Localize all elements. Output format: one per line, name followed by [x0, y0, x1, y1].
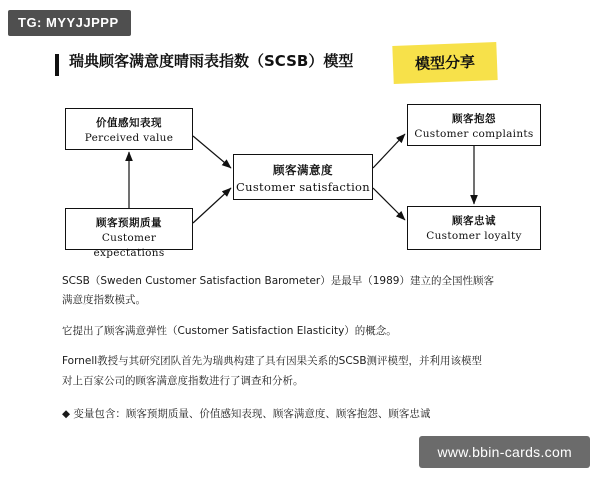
- node-perceived-value-en: Perceived value: [84, 132, 174, 145]
- paragraph-1-line-2: 满意度指数模式。: [62, 294, 146, 307]
- variables-bullet: ◆ 变量包含：顾客预期质量、价值感知表现、顾客满意度、顾客抱怨、顾客忠诚: [62, 408, 431, 421]
- paragraph-1: [62, 272, 552, 311]
- node-perceived-value-cn: 价值感知表现: [96, 117, 162, 129]
- title-text: 瑞典顾客满意度晴雨表指数（SCSB）模型: [69, 52, 354, 70]
- node-customer-expectations-cn: 顾客预期质量: [96, 217, 162, 229]
- paragraph-2: 它提出了顾客满意弹性（Customer Satisfaction Elasticity）的概念。: [62, 324, 397, 337]
- description-text: [62, 272, 552, 437]
- paragraph-1-line-1: SCSB（Sweden Customer Satisfaction Barometer）是最早（1989）建立的全国性顾客: [62, 275, 494, 287]
- node-customer-complaints: [407, 104, 541, 146]
- share-tag-label: 模型分享: [414, 52, 476, 74]
- page-title: [55, 50, 555, 84]
- node-customer-satisfaction-en: Customer satisfaction: [236, 179, 370, 194]
- paragraph-3-line-1: Fornell教授与其研究团队首先为瑞典构建了具有因果关系的SCSB测评模型，并利用该模型: [62, 355, 483, 368]
- node-customer-satisfaction: [233, 154, 373, 200]
- telegram-watermark: TG: MYYJJPPP: [8, 10, 131, 36]
- node-customer-expectations: [65, 208, 193, 260]
- node-customer-loyalty-en: Customer loyalty: [426, 230, 522, 243]
- node-customer-loyalty-cn: 顾客忠诚: [452, 215, 496, 227]
- site-watermark: www.bbin-cards.com: [419, 436, 590, 468]
- node-customer-loyalty: [407, 206, 541, 250]
- node-customer-complaints-en: Customer complaints: [414, 128, 534, 141]
- node-customer-satisfaction-cn: 顾客满意度: [273, 163, 333, 177]
- node-customer-complaints-cn: 顾客抱怨: [452, 113, 496, 125]
- share-tag: [393, 44, 497, 82]
- title-accent-bar: [55, 54, 59, 76]
- node-perceived-value: [65, 108, 193, 150]
- scsb-model-diagram: [40, 96, 560, 260]
- paragraph-3: [62, 352, 552, 391]
- node-customer-expectations-en: Customer expectations: [93, 232, 165, 260]
- paragraph-3-line-2: 对上百家公司的顾客满意度指数进行了调查和分析。: [62, 374, 304, 387]
